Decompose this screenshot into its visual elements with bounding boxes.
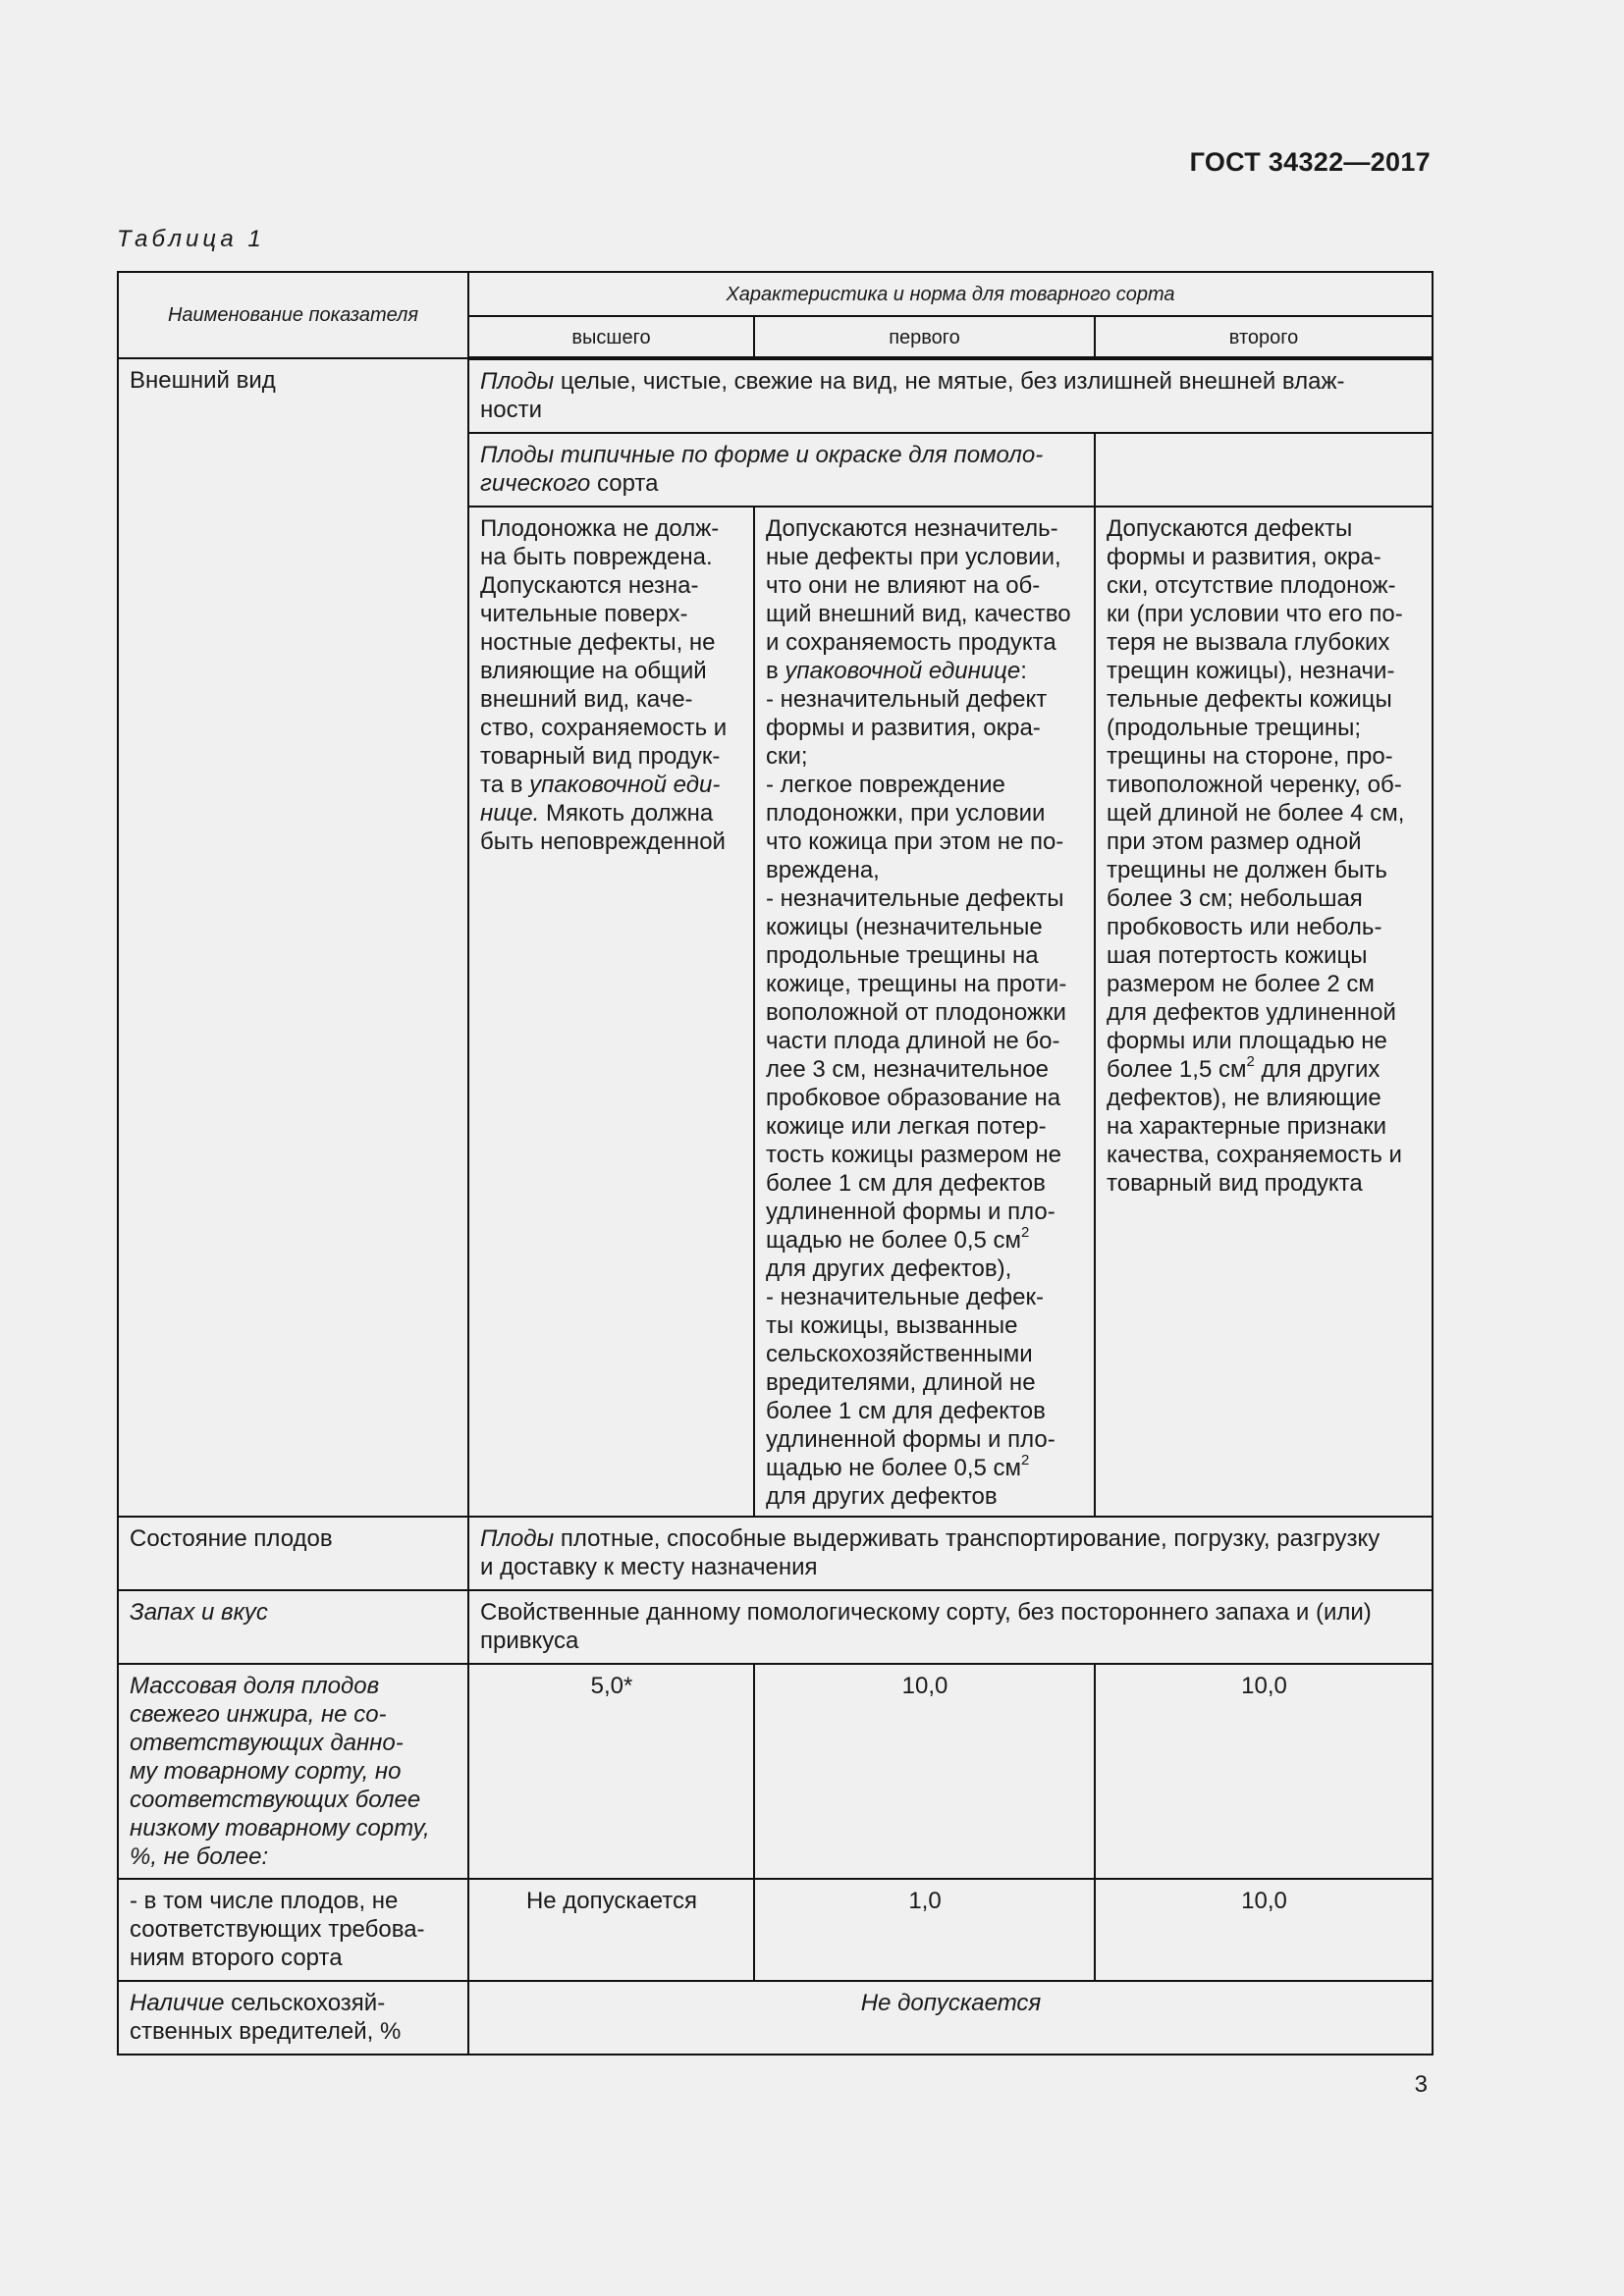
pests-text: сельскохозяй- ственных вредителей, % xyxy=(130,1990,402,2045)
appearance-all-grades xyxy=(468,358,1433,433)
row-label-appearance: Внешний вид xyxy=(118,358,468,1517)
appearance-highest-text: Плодоножка не долж- на быть повреждена. Допускаются незна- чительные поверх- ностные дефекты, не влияющие на общий внешний вид, каче- ство, сохраняемость и товарный вид продук- та в xyxy=(480,515,728,798)
row-label-smell-taste: Запах и вкус xyxy=(118,1590,468,1664)
appearance-highest-unit: упаковочной еди- нице. xyxy=(480,772,721,827)
row-label-pests xyxy=(118,1981,468,2055)
appearance-second-text: Допускаются дефекты формы и развития, окра- ски, отсутствие плодонож- ки (при условии что его по- теря не вызвала глубоких трещин кожицы), незначи- тельные дефекты кожицы (продольные трещины; трещины на стороне, про- тивоположной черенку, об- щей длиной не более 4 см, при этом размер одной трещины не должен быть более 3 см; небольшая пробковость или неболь- шая потертость кожицы размером не более 2 см для дефектов удлиненной формы или площадью не более 1,5 см xyxy=(1107,515,1405,1083)
appearance-first-end: для других дефектов xyxy=(766,1483,998,1510)
condition-text: плотные, способные выдерживать транспортирование, погрузку, разгрузку и доставку к месту назначения xyxy=(480,1525,1380,1580)
appearance-first-defects: : - незначительный дефект формы и развития, окра- ски; - легкое повреждение плодоножки, при условии что кожица при этом не по- вреждена, - незначительные дефекты кожицы (незначительные продольные трещины на кожице, трещины на проти- воположной от плодоножки части плода длиной не бо- лее 3 см, незначительное пробковое образование на кожице или легкая потер- тость кожицы размером не более 1 см для дефектов удлиненной формы и пло- щадью не более 0,5 см xyxy=(766,658,1067,1254)
appearance-typical-second xyxy=(1095,433,1433,507)
row-label-mass-fraction: Массовая доля плодов свежего инжира, не со- ответствующих данно- му товарному сорту, но соответствующих более низкому товарному сорту, %, не более: xyxy=(118,1664,468,1879)
mass-fraction-second: 10,0 xyxy=(1095,1664,1433,1879)
appearance-typical-text: сорта xyxy=(590,470,659,497)
appearance-first-pests: для других дефектов), - незначительные дефек- ты кожицы, вызванные сельскохозяйственными вредителями, длиной не более 1 см для дефектов удлиненной формы и пло- щадью не более 0,5 см xyxy=(766,1255,1056,1481)
appearance-typical xyxy=(468,433,1095,507)
superscript-2: 2 xyxy=(1021,1452,1030,1468)
superscript-2: 2 xyxy=(1246,1053,1255,1070)
superscript-2: 2 xyxy=(1021,1224,1030,1241)
including-second-first: 1,0 xyxy=(754,1879,1095,1981)
page-number: 3 xyxy=(1414,2071,1428,2098)
appearance-highest-rest: Мякоть должна быть неповрежденной xyxy=(480,800,726,855)
pests-value: Не допускается xyxy=(468,1981,1433,2055)
appearance-second xyxy=(1095,507,1433,1517)
smell-taste-value: Свойственные данному помологическому сорту, без постороннего запаха и (или) привкуса xyxy=(468,1590,1433,1664)
appearance-second-end: для других дефектов), не влияющие на характерные признаки качества, сохраняемость и товарный вид продукта xyxy=(1107,1056,1402,1197)
appearance-text: целые, чистые, свежие на вид, не мятые, без излишней внешней влаж- ности xyxy=(480,368,1345,423)
row-label-condition: Состояние плодов xyxy=(118,1517,468,1590)
header-grade-second: второго xyxy=(1095,316,1433,358)
header-characteristic: Характеристика и норма для товарного сорта xyxy=(468,272,1433,316)
mass-fraction-highest: 5,0* xyxy=(468,1664,754,1879)
table-caption: Таблица 1 xyxy=(117,226,265,252)
appearance-typical-lead: Плоды типичные по форме и окраске для помоло- гического xyxy=(480,442,1044,497)
document-code: ГОСТ 34322—2017 xyxy=(1189,147,1431,177)
appearance-first xyxy=(754,507,1095,1517)
condition-value xyxy=(468,1517,1433,1590)
condition-lead: Плоды xyxy=(480,1525,555,1552)
pests-lead: Наличие xyxy=(130,1990,225,2016)
including-second-second: 10,0 xyxy=(1095,1879,1433,1981)
header-grade-first: первого xyxy=(754,316,1095,358)
row-label-including-second: - в том числе плодов, не соответствующих требова- ниям второго сорта xyxy=(118,1879,468,1981)
mass-fraction-first: 10,0 xyxy=(754,1664,1095,1879)
including-second-highest: Не допускается xyxy=(468,1879,754,1981)
header-indicator: Наименование показателя xyxy=(118,272,468,358)
appearance-lead: Плоды xyxy=(480,368,555,395)
appearance-first-text: Допускаются незначитель- ные дефекты при условии, что они не влияют на об- щий внешний вид, качество и сохраняемость продукта в xyxy=(766,515,1071,684)
header-grade-highest: высшего xyxy=(468,316,754,358)
appearance-first-unit: упаковочной единице xyxy=(785,658,1021,684)
spec-table xyxy=(117,271,1434,2056)
appearance-highest xyxy=(468,507,754,1517)
